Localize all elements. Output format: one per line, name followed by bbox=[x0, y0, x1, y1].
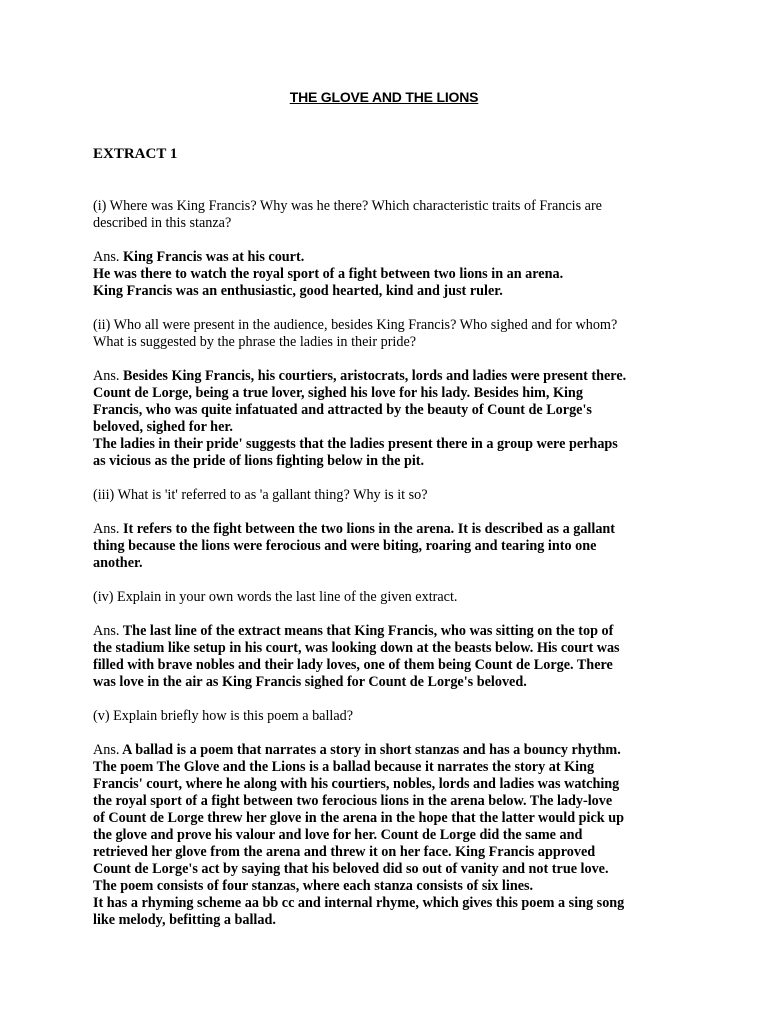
answer-text: It has a rhyming scheme aa bb cc and internal rhyme, which gives this poem a sing song bbox=[93, 895, 625, 911]
answer-prefix: Ans. bbox=[93, 742, 120, 758]
question-line: (ii) Who all were present in the audience, besides King Francis? Who sighed and for whom? bbox=[93, 317, 618, 333]
question-line: (iv) Explain in your own words the last line of the given extract. bbox=[93, 589, 458, 605]
question-line: described in this stanza? bbox=[93, 215, 232, 231]
answer-text: Besides King Francis, his courtiers, aristocrats, lords and ladies were present there. bbox=[119, 368, 627, 384]
answer-line bbox=[93, 895, 693, 912]
answer-line bbox=[93, 776, 693, 793]
answer-text: of Count de Lorge threw her glove in the arena in the hope that the latter would pick up bbox=[93, 810, 624, 826]
answer-text: Count de Lorge's act by saying that his beloved did so out of vanity and not true love. bbox=[93, 861, 609, 877]
qa-block bbox=[93, 589, 693, 708]
question-answer-list bbox=[93, 198, 693, 929]
answer-prefix: Ans. bbox=[93, 521, 120, 537]
answer-line bbox=[93, 623, 693, 640]
answer-text: was love in the air as King Francis sighed for Count de Lorge's beloved. bbox=[93, 674, 527, 690]
answer-line bbox=[93, 827, 693, 844]
answer-text: Francis, who was quite infatuated and attracted by the beauty of Count de Lorge's bbox=[93, 402, 592, 418]
qa-block bbox=[93, 708, 693, 929]
answer-line bbox=[93, 368, 693, 385]
answer-line bbox=[93, 266, 693, 283]
answer-text: King Francis was an enthusiastic, good hearted, kind and just ruler. bbox=[93, 283, 503, 299]
qa-block bbox=[93, 487, 693, 589]
answer-text: retrieved her glove from the arena and threw it on her face. King Francis approved bbox=[93, 844, 596, 860]
answer-line bbox=[93, 810, 693, 827]
answer-text: The poem consists of four stanzas, where each stanza consists of six lines. bbox=[93, 878, 534, 894]
answer-text: the royal sport of a fight between two ferocious lions in the arena below. The lady-love bbox=[93, 793, 613, 809]
question-line: (v) Explain briefly how is this poem a ballad? bbox=[93, 708, 354, 724]
question-line: (iii) What is 'it' referred to as 'a gallant thing? Why is it so? bbox=[93, 487, 428, 503]
answer-text: Count de Lorge, being a true lover, sighed his love for his lady. Besides him, King bbox=[93, 385, 583, 401]
answer-text: He was there to watch the royal sport of a fight between two lions in an arena. bbox=[93, 266, 564, 282]
answer-line bbox=[93, 436, 693, 453]
answer-line bbox=[93, 453, 693, 470]
answer-prefix: Ans. bbox=[93, 368, 120, 384]
answer-text: The poem The Glove and the Lions is a ballad because it narrates the story at King bbox=[93, 759, 595, 775]
answer-text: King Francis was at his court. bbox=[119, 249, 305, 265]
qa-block bbox=[93, 317, 693, 487]
answer-line bbox=[93, 283, 693, 300]
answer-text: filled with brave nobles and their lady loves, one of them being Count de Lorge. There bbox=[93, 657, 613, 673]
answer-line bbox=[93, 640, 693, 657]
answer-line bbox=[93, 674, 693, 691]
answer-line bbox=[93, 555, 693, 572]
answer-text: thing because the lions were ferocious and were biting, roaring and tearing into one bbox=[93, 538, 597, 554]
answer-text: like melody, befitting a ballad. bbox=[93, 912, 276, 928]
extract-heading: EXTRACT 1 bbox=[93, 146, 178, 162]
answer-prefix: Ans. bbox=[93, 249, 120, 265]
answer-line bbox=[93, 844, 693, 861]
answer-line bbox=[93, 878, 693, 895]
answer-line bbox=[93, 402, 693, 419]
answer-text: A ballad is a poem that narrates a story in short stanzas and has a bouncy rhythm. bbox=[119, 742, 621, 758]
answer-text: the glove and prove his valour and love for her. Count de Lorge did the same and bbox=[93, 827, 583, 843]
answer-line bbox=[93, 521, 693, 538]
answer-text: The ladies in their pride' suggests that the ladies present there in a group were perhaps bbox=[93, 436, 618, 452]
answer-text: It refers to the fight between the two lions in the arena. It is described as a gallant bbox=[119, 521, 616, 537]
document-title: THE GLOVE AND THE LIONS bbox=[289, 89, 479, 105]
answer-line bbox=[93, 538, 693, 555]
answer-line bbox=[93, 385, 693, 402]
answer-line bbox=[93, 419, 693, 436]
answer-text: the stadium like setup in his court, was looking down at the beasts below. His court was bbox=[93, 640, 620, 656]
question-line: What is suggested by the phrase the ladies in their pride? bbox=[93, 334, 417, 350]
question-line: (i) Where was King Francis? Why was he there? Which characteristic traits of Francis are bbox=[93, 198, 602, 214]
answer-text: The last line of the extract means that King Francis, who was sitting on the top of bbox=[119, 623, 614, 639]
answer-text: as vicious as the pride of lions fighting below in the pit. bbox=[93, 453, 425, 469]
answer-line bbox=[93, 861, 693, 878]
answer-line bbox=[93, 759, 693, 776]
answer-text: beloved, sighed for her. bbox=[93, 419, 233, 435]
answer-line bbox=[93, 912, 693, 929]
answer-line bbox=[93, 742, 693, 759]
answer-line bbox=[93, 657, 693, 674]
answer-line bbox=[93, 249, 693, 266]
qa-block bbox=[93, 198, 693, 317]
answer-prefix: Ans. bbox=[93, 623, 120, 639]
answer-text: another. bbox=[93, 555, 143, 571]
answer-line bbox=[93, 793, 693, 810]
answer-text: Francis' court, where he along with his courtiers, nobles, lords and ladies was watching bbox=[93, 776, 620, 792]
